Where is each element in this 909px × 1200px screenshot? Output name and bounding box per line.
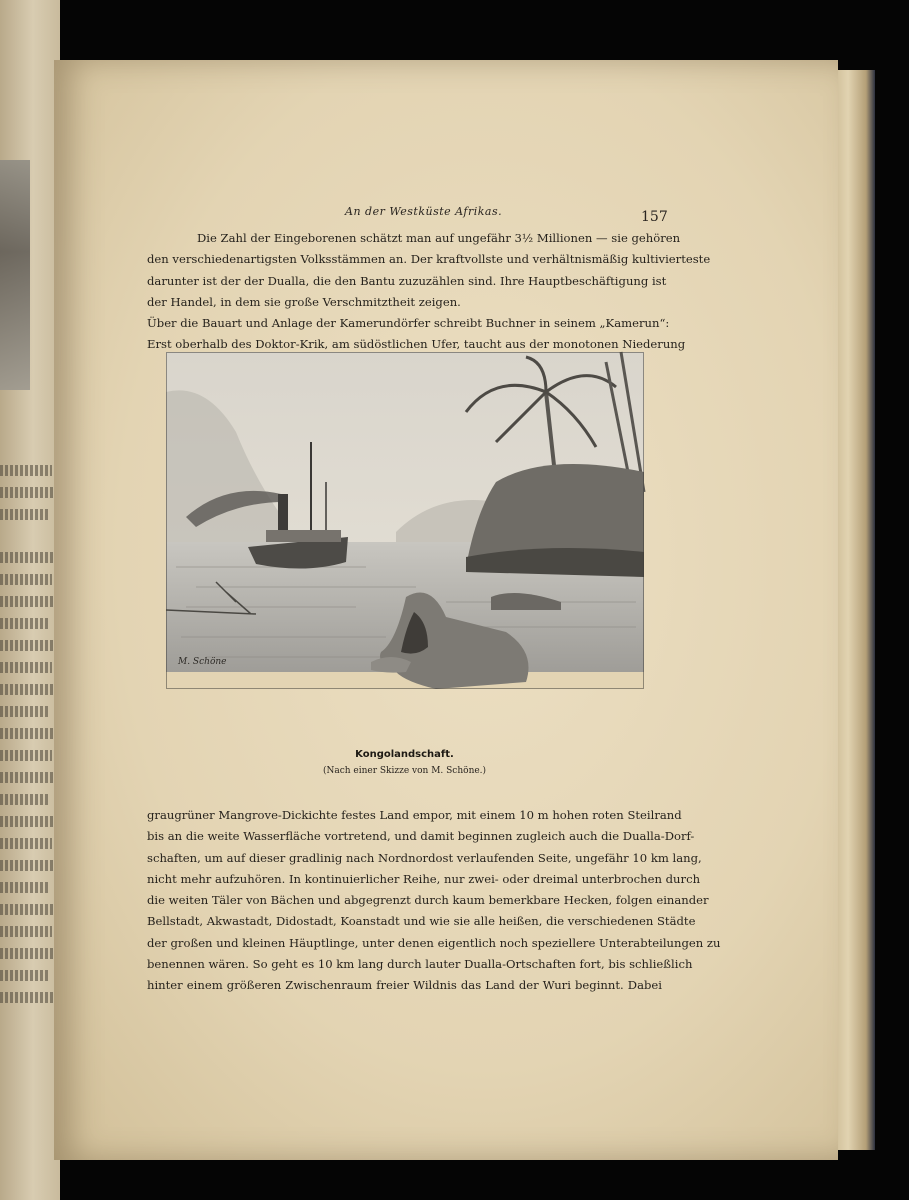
left-page-text-fragment — [0, 684, 55, 695]
left-page-text-fragment — [0, 838, 52, 849]
left-page-text-fragment — [0, 816, 54, 827]
text-line: der Handel, in dem sie große Verschmitztheit zeigen. — [147, 294, 461, 309]
artist-signature: M. Schöne — [178, 657, 227, 667]
text-line: darunter ist der der Dualla, die den Bantu zuzuzählen sind. Ihre Hauptbeschäftigung ist — [147, 273, 667, 288]
left-page-text-fragment — [0, 509, 50, 520]
paragraph-bottom — [147, 805, 721, 997]
paragraph-top — [147, 228, 711, 356]
left-page-text-fragment — [0, 948, 55, 959]
left-page-text-fragment — [0, 970, 50, 981]
left-page-illustration-fragment — [0, 160, 30, 390]
left-page-text-fragment — [0, 992, 54, 1003]
left-page-text-fragment — [0, 904, 54, 915]
page-number: 157 — [641, 209, 668, 225]
engraving-drawing — [166, 352, 644, 689]
left-page-text-fragment — [0, 618, 50, 629]
kongolandschaft-illustration — [166, 352, 644, 689]
text-line: hinter einem größeren Zwischenraum freier Wildnis das Land der Wuri beginnt. Dabei — [147, 978, 662, 993]
left-page-text-fragment — [0, 596, 55, 607]
left-page-text-fragment — [0, 487, 55, 498]
left-page-text-fragment — [0, 574, 52, 585]
left-page-text-fragment — [0, 926, 52, 937]
text-line: Erst oberhalb des Doktor-Krik, am südöstlichen Ufer, taucht aus der monotonen Niederung — [147, 337, 686, 352]
text-line: Die Zahl der Eingeborenen schätzt man auf ungefähr 3½ Millionen — sie gehören — [197, 231, 681, 245]
text-line: Bellstadt, Akwastadt, Didostadt, Koanstadt und wie sie alle heißen, die verschiedenen Städte — [147, 914, 696, 929]
text-line: die weiten Täler von Bächen und abgegrenzt durch kaum bemerkbare Hecken, folgen einander — [147, 893, 709, 908]
left-page-text-fragment — [0, 860, 55, 871]
left-page-text-fragment — [0, 706, 50, 717]
left-page-text-fragment — [0, 552, 54, 563]
caption-credit: (Nach einer Skizze von M. Schöne.) — [322, 766, 487, 776]
text-line: den verschiedenartigsten Volksstämmen an. Der kraftvollste und verhältnismäßig kultivierteste — [147, 252, 711, 267]
running-head: An der Westküste Afrikas. — [345, 205, 503, 218]
text-line: graugrüner Mangrove-Dickichte festes Land empor, mit einem 10 m hohen roten Steilrand — [147, 808, 682, 822]
text-line: nicht mehr aufzuhören. In kontinuierlicher Reihe, nur zwei- oder dreimal unterbrochen durch — [147, 871, 701, 886]
text-line: schaften, um auf dieser gradlinig nach Nordnordost verlaufenden Seite, ungefähr 10 km lang, — [147, 850, 702, 865]
text-line: bis an die weite Wasserfläche vortretend, und damit beginnen zugleich auch die Dualla-Dorf- — [147, 829, 695, 844]
left-page-text-fragment — [0, 662, 52, 673]
left-page-text-fragment — [0, 794, 50, 805]
left-page-text-fragment — [0, 882, 50, 893]
caption-title: Kongolandschaft. — [355, 749, 454, 760]
left-page-text-fragment — [0, 465, 52, 476]
left-page-text-fragment — [0, 772, 55, 783]
left-page-text-fragment — [0, 750, 52, 761]
left-page-text-fragment — [0, 640, 54, 651]
text-line: Über die Bauart und Anlage der Kamerundörfer schreibt Buchner in seinem „Kamerun“: — [147, 316, 670, 331]
left-page-text-fragment — [0, 728, 54, 739]
text-line: der großen und kleinen Häuptlinge, unter denen eigentlich noch speziellere Unterabteilungen zu — [147, 935, 721, 950]
left-page-fragment — [0, 0, 60, 1200]
text-line: benennen wären. So geht es 10 km lang durch lauter Dualla-Ortschaften fort, bis schließlich — [147, 957, 693, 972]
